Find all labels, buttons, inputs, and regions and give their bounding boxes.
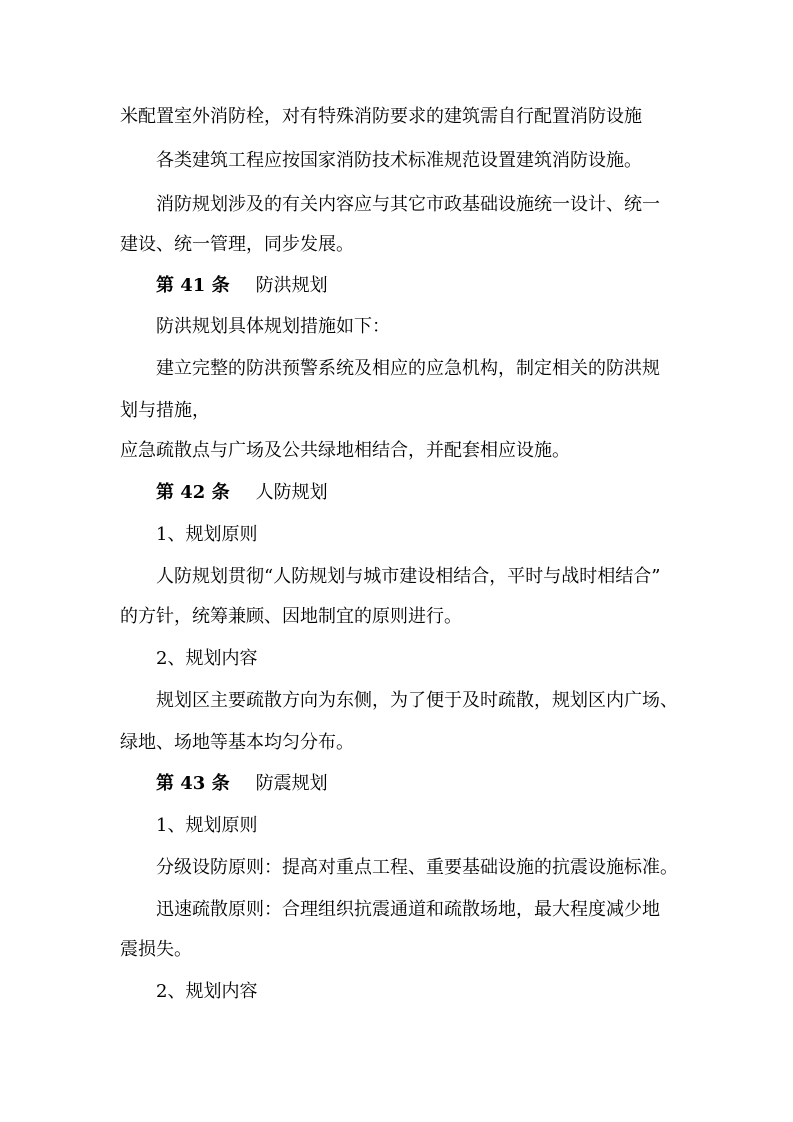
article-title: 防洪规划 <box>255 275 328 296</box>
paragraph-line: 防洪规划具体规划措施如下： <box>156 316 390 337</box>
paragraph-line: 米配置室外消防栓，对有特殊消防要求的建筑需自行配置消防设施 <box>120 106 642 127</box>
article-heading-42 <box>156 480 328 506</box>
paragraph-line: 绿地、场地等基本均匀分布。 <box>120 732 354 753</box>
paragraph-line: 各类建筑工程应按国家消防技术标准规范设置建筑消防设施。 <box>156 150 642 171</box>
paragraph-line: 震损失。 <box>120 939 192 960</box>
article-number: 第 43 条 <box>156 773 230 794</box>
article-number: 第 42 条 <box>156 482 230 503</box>
article-heading-41 <box>156 273 328 299</box>
section-label: 2、规划内容 <box>156 648 258 669</box>
paragraph-line: 分级设防原则：提高对重点工程、重要基础设施的抗震设施标准。 <box>156 857 678 878</box>
paragraph-line: 应急疏散点与广场及公共绿地相结合，并配套相应设施。 <box>120 440 570 461</box>
paragraph-line: 消防规划涉及的有关内容应与其它市政基础设施统一设计、统一 <box>156 194 660 215</box>
article-title: 防震规划 <box>255 773 328 794</box>
section-label: 2、规划内容 <box>156 981 258 1002</box>
paragraph-line: 建立完整的防洪预警系统及相应的应急机构，制定相关的防洪规 <box>156 358 660 379</box>
section-label: 1、规划原则 <box>156 815 258 836</box>
article-heading-43 <box>156 771 328 797</box>
section-label: 1、规划原则 <box>156 524 258 545</box>
paragraph-line: 的方针，统筹兼顾、因地制宜的原则进行。 <box>120 606 462 627</box>
article-number: 第 41 条 <box>156 275 230 296</box>
paragraph-line: 人防规划贯彻“人防规划与城市建设相结合，平时与战时相结合” <box>156 566 661 587</box>
paragraph-line: 迅速疏散原则：合理组织抗震通道和疏散场地，最大程度减少地 <box>156 899 660 920</box>
article-title: 人防规划 <box>255 482 328 503</box>
paragraph-line: 建设、统一管理，同步发展。 <box>120 234 354 255</box>
paragraph-line: 划与措施， <box>120 400 210 421</box>
paragraph-line: 规划区主要疏散方向为东侧，为了便于及时疏散，规划区内广场、 <box>156 690 678 711</box>
